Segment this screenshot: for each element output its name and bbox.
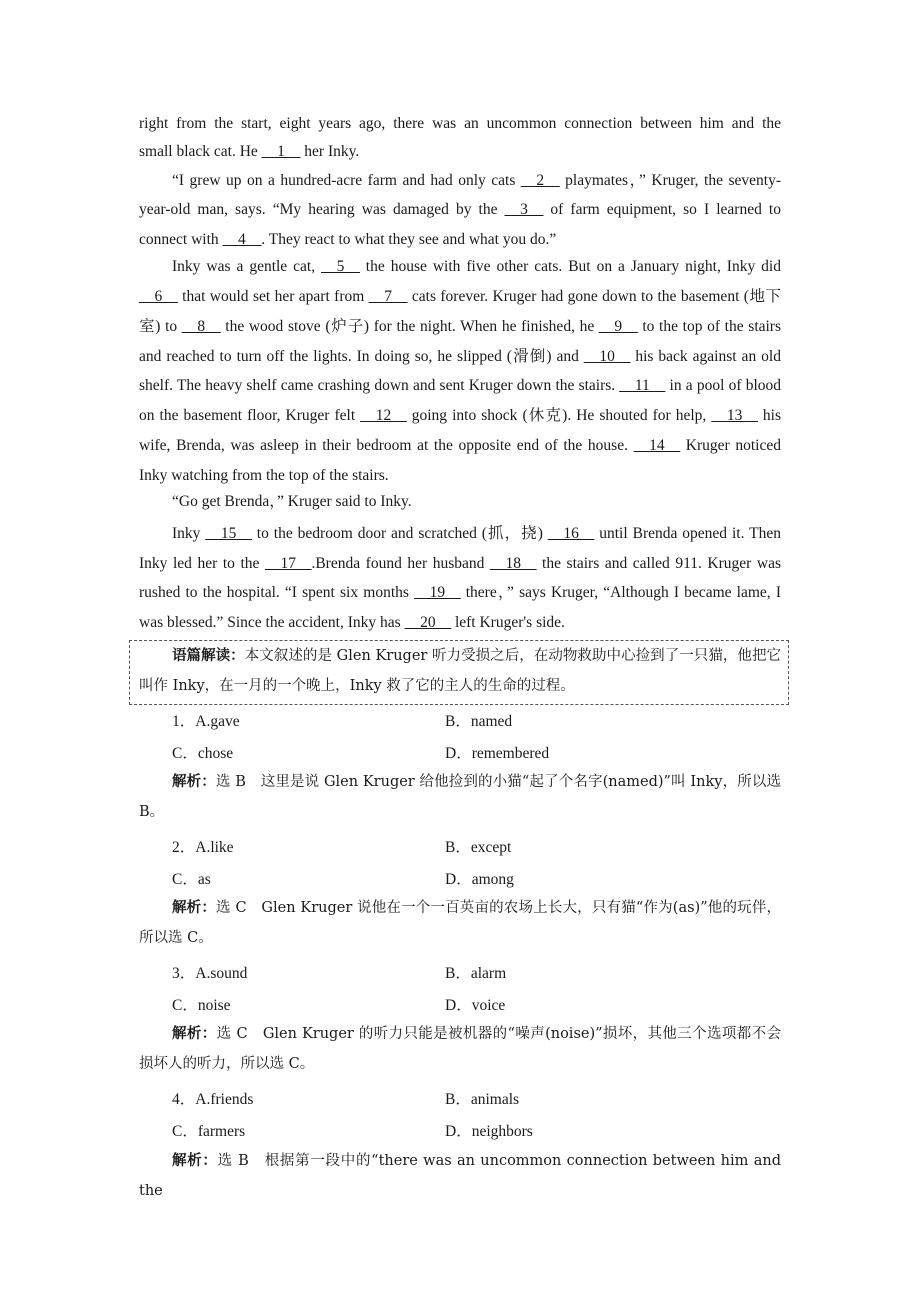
option-b: B．alarm	[445, 965, 507, 982]
blank-19: __19__	[414, 584, 461, 602]
option-b: B．except	[445, 839, 512, 856]
question-2-options-cd	[172, 867, 792, 887]
blank-9: __9__	[598, 317, 638, 335]
blank-18: __18__	[489, 554, 537, 572]
question-3-options-cd	[172, 993, 792, 1013]
question-2-analysis	[139, 893, 781, 953]
blank-10: __10__	[583, 347, 631, 365]
question-4-options-ab	[172, 1087, 792, 1107]
blank-2: __2__	[520, 172, 560, 189]
passage-paragraph-2: “I grew up on a hundred-acre farm and had only cats __2__ playmates，” Kruger, the seventy-year-old man, says. “My hearing was damaged by the __3__ of farm equipment, so I learned to connect with __4__. They react to what they see and what you do.”	[139, 172, 781, 248]
blank-14: __14__	[633, 437, 681, 455]
question-4-options-cd	[172, 1119, 792, 1139]
option-c: C．as	[172, 871, 211, 888]
option-a: 3．A.sound	[172, 965, 248, 982]
blank-11: __11__	[619, 377, 666, 395]
blank-13: __13__	[711, 407, 758, 425]
option-c: C．noise	[172, 997, 231, 1014]
passage-paragraph-1	[139, 110, 781, 166]
blank-7: __7__	[368, 287, 408, 305]
question-1-options-cd	[172, 741, 792, 761]
blank-4: __4__	[222, 230, 262, 248]
option-c: C．chose	[172, 745, 234, 762]
question-3-options-ab	[172, 961, 792, 981]
option-c: C．farmers	[172, 1123, 246, 1140]
passage-paragraph-4: “Go get Brenda，” Kruger said to Inky.	[172, 493, 412, 510]
analysis-label: 解析：	[172, 1152, 218, 1169]
option-b: B．named	[445, 713, 513, 730]
option-a: 2．A.like	[172, 839, 234, 856]
analysis-text: 选 C Glen Kruger 说他在一个一百英亩的农场上长大，只有猫“作为(as)”他的玩伴，所以选 C。	[139, 900, 781, 946]
question-1-options-ab	[172, 709, 792, 729]
option-a: 4．A.friends	[172, 1091, 254, 1108]
option-d: D．neighbors	[445, 1123, 533, 1140]
question-3-analysis	[139, 1019, 781, 1079]
option-a: 1．A.gave	[172, 713, 240, 730]
blank-16: __16__	[547, 525, 595, 542]
blank-17: __17__	[264, 554, 312, 572]
option-d: D．remembered	[445, 745, 550, 762]
option-d: D．among	[445, 871, 514, 888]
option-b: B．animals	[445, 1091, 520, 1108]
option-d: D．voice	[445, 997, 506, 1014]
summary-text: 本文叙述的是 Glen Kruger 听力受损之后，在动物救助中心捡到了一只猫，他把它叫作 Inky，在一月的一个晚上，Inky 救了它的主人的生命的过程。	[139, 648, 782, 694]
summary-label: 语篇解读：	[172, 647, 245, 664]
blank-1: __1__	[261, 143, 301, 160]
question-1-analysis	[139, 767, 781, 827]
analysis-text: 选 C Glen Kruger 的听力只能是被机器的“噪声(noise)”损坏，其他三个选项都不会损坏人的听力，所以选 C。	[139, 1026, 782, 1072]
summary-text-block	[139, 641, 781, 701]
blank-15: __15__	[205, 525, 252, 542]
passage-line: small black cat. He __1__ her Inky.	[139, 143, 360, 160]
passage-paragraph-3: Inky was a gentle cat, __5__ the house with five other cats. But on a January night, Inky did __6__ that would set her apart from __7__ cats forever. Kruger had gone down to the basement (地下室) to __8__ the wood stove (炉子) for the night. When he finished, he __9__ to the top of the stairs and reached to turn off the lights. In doing so, he slipped (滑倒) and __10__ his back against an old shelf. The heavy shelf came crashing down and sent Kruger down the stairs. __11__ in a pool of blood on the basement floor, Kruger felt __12__ going into shock (休克). He shouted for help, __13__ his wife, Brenda, was asleep in their bedroom at the opposite end of the house. __14__ Kruger noticed Inky watching from the top of the stairs.	[139, 258, 782, 484]
blank-6: __6__	[139, 287, 178, 305]
analysis-label: 解析：	[172, 1025, 217, 1042]
blank-12: __12__	[360, 407, 407, 425]
analysis-label: 解析：	[172, 899, 217, 916]
question-4-analysis	[139, 1146, 781, 1206]
analysis-text: 选 B 根据第一段中的“there was an uncommon connection between him and the	[139, 1153, 781, 1199]
blank-20: __20__	[404, 613, 452, 631]
passage-paragraph-5: Inky __15__ to the bedroom door and scratched (抓，挠) __16__ until Brenda opened it. Then Inky led her to the __17__.Brenda found her husband __18__ the stairs and called 911. Kruger was rushed to the hospital. “I spent six months __19__ there，” says Kruger, “Although I became lame, I was blessed.” Since the accident, Inky has __20__ left Kruger's side.	[139, 525, 781, 631]
blank-3: __3__	[504, 201, 544, 219]
passage-line: right from the start, eight years ago, there was an uncommon connection between him and the	[139, 115, 781, 132]
analysis-label: 解析：	[172, 773, 216, 790]
analysis-text: 选 B 这里是说 Glen Kruger 给他捡到的小猫“起了个名字(named)”叫 Inky，所以选 B。	[139, 774, 781, 820]
blank-8: __8__	[181, 317, 221, 335]
question-2-options-ab	[172, 835, 792, 855]
blank-5: __5__	[321, 258, 360, 275]
